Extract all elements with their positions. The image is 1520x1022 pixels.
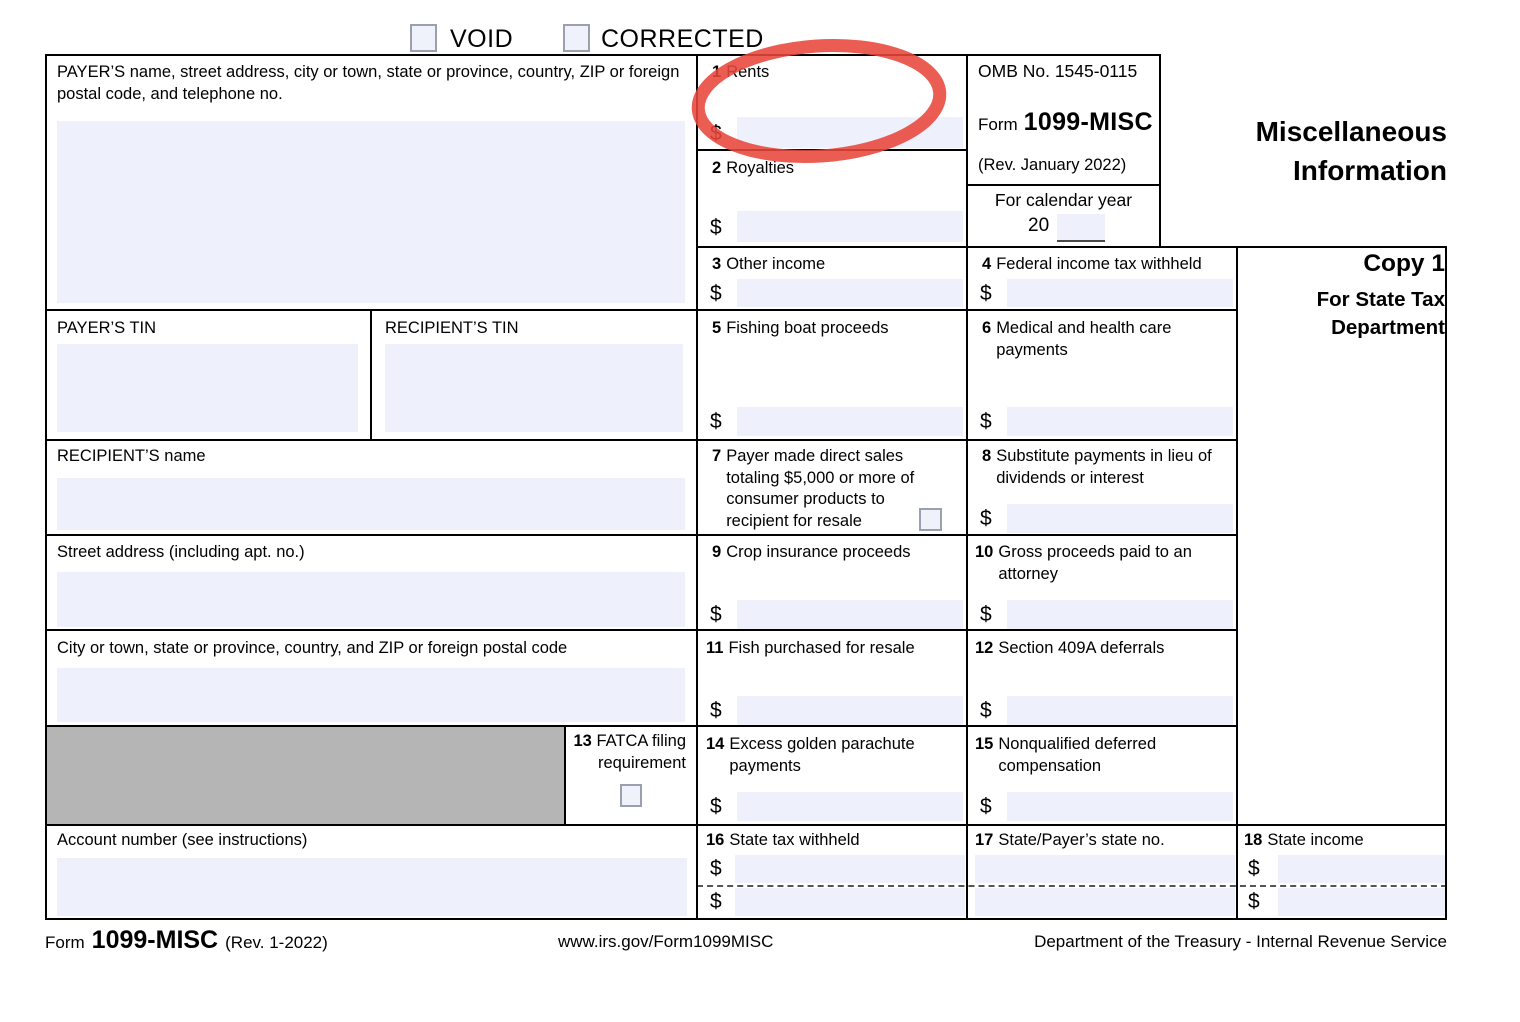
grid-line <box>564 725 566 824</box>
shaded-unused-area <box>46 726 565 824</box>
footer-form-revision: (Rev. 1-2022) <box>225 933 328 952</box>
void-checkbox[interactable] <box>410 24 437 52</box>
copy-label: Copy 1 <box>1363 250 1445 277</box>
recipient-tin-input[interactable] <box>385 344 683 432</box>
box16-label <box>706 830 956 852</box>
box7-number: 7 <box>712 447 722 465</box>
box8-label-text: Substitute payments in lieu of dividends or interest <box>996 447 1212 487</box>
box2-amount-input[interactable] <box>737 211 963 242</box>
box5-number: 5 <box>712 319 722 337</box>
box9-amount-input[interactable] <box>737 600 963 629</box>
box12-label-text: Section 409A deferrals <box>998 639 1165 657</box>
box17-label <box>975 830 1230 852</box>
box13-label-text: FATCA filing requirement <box>596 732 686 772</box>
box15-label <box>975 734 1205 777</box>
corrected-checkbox[interactable] <box>563 24 590 52</box>
box9-label <box>712 542 952 564</box>
footer-url[interactable]: www.irs.gov/Form1099MISC <box>558 932 774 951</box>
box5-label-text: Fishing boat proceeds <box>726 319 889 337</box>
direct-sales-checkbox[interactable] <box>919 508 942 531</box>
corrected-label: CORRECTED <box>601 25 764 53</box>
box12-amount-input[interactable] <box>1007 696 1233 725</box>
box4-dollar-sign: $ <box>980 282 992 305</box>
box16-dollar-sign-row2: $ <box>710 890 722 913</box>
box8-number: 8 <box>982 447 992 465</box>
grid-line <box>45 439 1237 441</box>
box7-label-text: Payer made direct sales totaling $5,000 or more of consumer products to recipient for resale <box>726 447 915 530</box>
box9-dollar-sign: $ <box>710 603 722 626</box>
copy-for-label <box>1195 286 1445 342</box>
box11-amount-input[interactable] <box>737 696 963 725</box>
account-number-input[interactable] <box>57 858 687 916</box>
box14-amount-input[interactable] <box>737 792 963 821</box>
calendar-year-input[interactable] <box>1057 214 1105 242</box>
box18-label <box>1244 830 1439 852</box>
box8-label <box>982 446 1222 489</box>
box5-amount-input[interactable] <box>737 407 963 436</box>
calendar-year-prefix: 20 <box>1028 215 1050 236</box>
copy-for-line1: For State Tax <box>1316 288 1445 311</box>
box1-dollar-sign: $ <box>710 122 722 145</box>
box6-number: 6 <box>982 319 992 337</box>
box10-label-text: Gross proceeds paid to an attorney <box>998 543 1192 583</box>
box10-dollar-sign: $ <box>980 603 992 626</box>
grid-line <box>1236 246 1238 920</box>
box13-label <box>572 731 686 774</box>
street-address-input[interactable] <box>57 572 685 627</box>
box1-amount-input[interactable] <box>737 117 963 148</box>
grid-line <box>45 725 1237 727</box>
grid-line <box>370 309 372 439</box>
box6-label <box>982 318 1194 361</box>
recipient-tin-label: RECIPIENT’S TIN <box>385 319 519 337</box>
box14-label-text: Excess golden parachute payments <box>729 735 915 775</box>
grid-line <box>697 246 1447 248</box>
box13-number: 13 <box>573 732 592 750</box>
box7-label <box>712 446 924 532</box>
box6-amount-input[interactable] <box>1007 407 1233 436</box>
box2-number: 2 <box>712 159 722 177</box>
box14-number: 14 <box>706 735 725 753</box>
form-number: 1099-MISC <box>1023 108 1153 136</box>
box16-amount-input-row1[interactable] <box>735 855 965 883</box>
city-input[interactable] <box>57 668 685 722</box>
box15-label-text: Nonqualified deferred compensation <box>998 735 1157 775</box>
city-label: City or town, state or province, country, and ZIP or foreign postal code <box>57 639 568 657</box>
box2-label <box>712 158 952 180</box>
footer-form-number: 1099-MISC <box>91 926 219 954</box>
box18-amount-input-row2[interactable] <box>1278 888 1445 916</box>
box3-dollar-sign: $ <box>710 282 722 305</box>
box18-amount-input-row1[interactable] <box>1278 855 1445 883</box>
box16-label-text: State tax withheld <box>729 831 860 849</box>
box8-amount-input[interactable] <box>1007 504 1233 533</box>
box4-label-text: Federal income tax withheld <box>996 255 1202 273</box>
grid-line <box>45 629 1237 631</box>
grid-line <box>45 309 1237 311</box>
box12-dollar-sign: $ <box>980 699 992 722</box>
box1-label-text: Rents <box>726 63 770 81</box>
box10-label <box>975 542 1223 585</box>
grid-line <box>45 54 1160 56</box>
grid-line <box>966 54 968 920</box>
box10-amount-input[interactable] <box>1007 600 1233 629</box>
payer-tin-label: PAYER’S TIN <box>57 319 157 337</box>
box15-amount-input[interactable] <box>1007 792 1233 821</box>
calendar-year-label: For calendar year <box>994 190 1133 210</box>
box17-number: 17 <box>975 831 994 849</box>
account-number-label: Account number (see instructions) <box>57 831 308 849</box>
box18-dollar-sign-row2: $ <box>1248 890 1260 913</box>
recipient-name-input[interactable] <box>57 478 685 530</box>
box14-label <box>706 734 946 777</box>
form-title-line1: Miscellaneous <box>1255 116 1447 147</box>
grid-line <box>45 534 1237 536</box>
void-label: VOID <box>450 25 514 53</box>
footer-form-id <box>45 926 328 955</box>
box9-number: 9 <box>712 543 722 561</box>
box6-dollar-sign: $ <box>980 410 992 433</box>
box14-dollar-sign: $ <box>710 795 722 818</box>
box17-state-no-input-row1[interactable] <box>975 855 1235 883</box>
box16-amount-input-row2[interactable] <box>735 888 965 916</box>
payer-info-input[interactable] <box>57 121 685 303</box>
box18-dollar-sign-row1: $ <box>1248 857 1260 880</box>
box16-dollar-sign-row1: $ <box>710 857 722 880</box>
box10-number: 10 <box>975 543 994 561</box>
form-title-line2: Information <box>1293 155 1447 186</box>
box16-number: 16 <box>706 831 725 849</box>
box12-number: 12 <box>975 639 994 657</box>
box11-number: 11 <box>706 639 724 657</box>
box5-dollar-sign: $ <box>710 410 722 433</box>
box3-amount-input[interactable] <box>737 279 963 307</box>
box17-label-text: State/Payer’s state no. <box>998 831 1165 849</box>
form-title <box>1127 112 1447 190</box>
box3-number: 3 <box>712 255 722 273</box>
box11-label-text: Fish purchased for resale <box>728 639 915 657</box>
box18-number: 18 <box>1244 831 1263 849</box>
grid-line <box>696 54 698 920</box>
fatca-checkbox[interactable] <box>620 784 642 807</box>
box18-label-text: State income <box>1267 831 1364 849</box>
grid-line <box>1445 246 1447 920</box>
box9-label-text: Crop insurance proceeds <box>726 543 911 561</box>
grid-line <box>697 149 967 151</box>
box8-dollar-sign: $ <box>980 507 992 530</box>
box2-label-text: Royalties <box>726 159 795 177</box>
box2-dollar-sign: $ <box>710 216 722 239</box>
box3-label-text: Other income <box>726 255 826 273</box>
box17-state-no-input-row2[interactable] <box>975 888 1235 916</box>
footer-agency: Department of the Treasury - Internal Revenue Service <box>1034 932 1447 951</box>
box5-label <box>712 318 952 340</box>
box15-dollar-sign: $ <box>980 795 992 818</box>
box12-label <box>975 638 1223 660</box>
box6-label-text: Medical and health care payments <box>996 319 1172 359</box>
box1-label <box>712 62 952 84</box>
form-word: Form <box>978 115 1018 134</box>
payer-tin-input[interactable] <box>57 344 358 432</box>
grid-line <box>45 54 47 920</box>
box11-label <box>706 638 954 660</box>
box1-number: 1 <box>712 63 722 81</box>
recipient-name-label: RECIPIENT’S name <box>57 447 206 465</box>
footer-form-word: Form <box>45 933 85 952</box>
box4-number: 4 <box>982 255 992 273</box>
box11-dollar-sign: $ <box>710 699 722 722</box>
dashed-divider <box>697 885 1447 887</box>
form-revision: (Rev. January 2022) <box>978 156 1127 174</box>
box15-number: 15 <box>975 735 994 753</box>
box3-label <box>712 254 952 276</box>
payer-info-label: PAYER’S name, street address, city or town, state or province, country, ZIP or foreign postal code, and telephone no. <box>57 63 680 103</box>
street-address-label: Street address (including apt. no.) <box>57 543 305 561</box>
omb-number: OMB No. 1545-0115 <box>978 61 1138 81</box>
copy-for-line2: Department <box>1331 316 1445 339</box>
